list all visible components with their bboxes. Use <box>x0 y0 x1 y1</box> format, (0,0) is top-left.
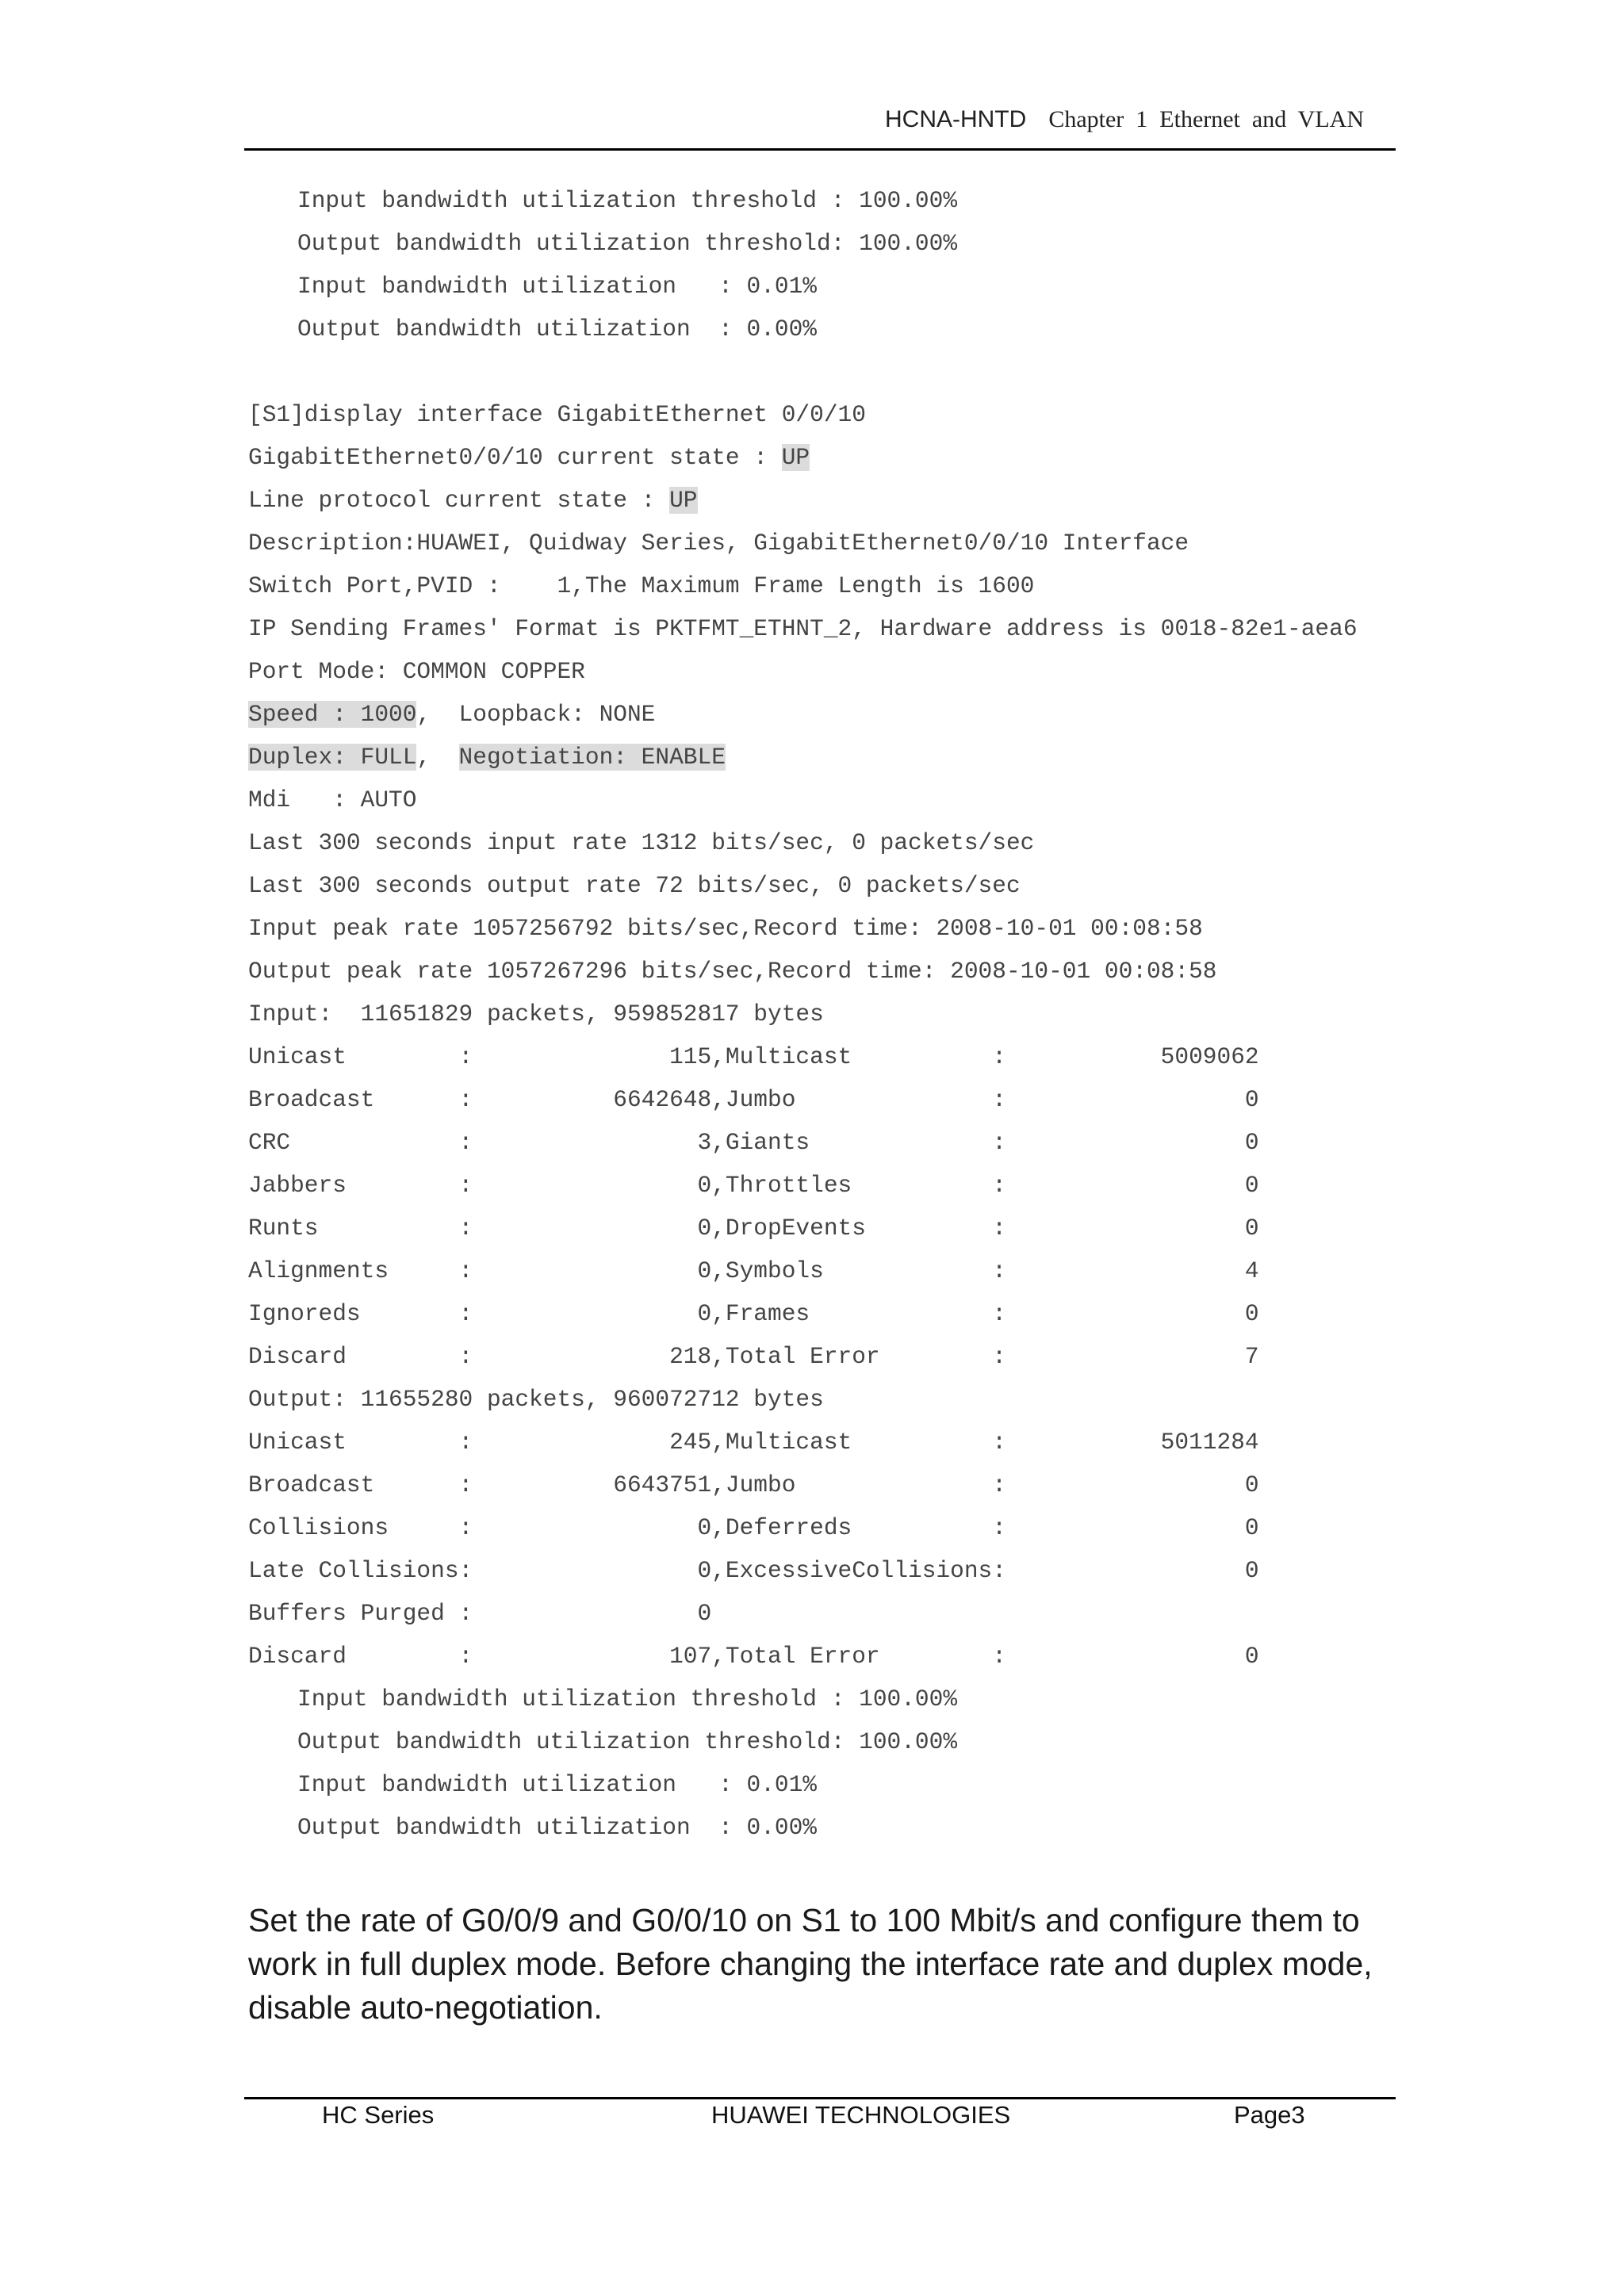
line-protocol-value: UP <box>669 487 698 514</box>
stats-line: Discard : 107,Total Error : 0 <box>248 1643 1259 1670</box>
header-rule <box>244 148 1396 151</box>
footer-series: HC Series <box>322 2101 435 2129</box>
code-line: Input bandwidth utilization threshold : 100.00% <box>297 187 958 214</box>
header-course-code: HCNA-HNTD <box>884 106 1027 132</box>
instruction-paragraph: Set the rate of G0/0/9 and G0/0/10 on S1 to 100 Mbit/s and configure them to work in full duplex mode. Before changing the interface rate and duplex mode, disable auto-negotiation. <box>248 1902 1373 2026</box>
interface-state-line <box>248 436 1422 479</box>
line-protocol-label: Line protocol current state : <box>248 487 670 514</box>
page-header <box>244 103 1396 151</box>
loopback-text: , Loopback: NONE <box>416 701 656 728</box>
stats-line: Unicast : 115,Multicast : 5009062 <box>248 1043 1259 1070</box>
stats-line: Jabbers : 0,Throttles : 0 <box>248 1172 1259 1199</box>
stats-line: Input: 11651829 packets, 959852817 bytes <box>248 1001 824 1027</box>
duplex-value: Duplex: FULL <box>248 744 417 771</box>
header-title <box>885 106 1364 133</box>
code-line: Input bandwidth utilization : 0.01% <box>297 273 818 300</box>
blank-line <box>248 350 1422 393</box>
interface-state-value: UP <box>781 444 810 471</box>
interface-state-label: GigabitEthernet0/0/10 current state : <box>248 444 782 471</box>
cli-output-block <box>248 179 1422 1849</box>
code-line: Output bandwidth utilization threshold: 100.00% <box>297 230 958 257</box>
stats-line: Collisions : 0,Deferreds : 0 <box>248 1514 1259 1541</box>
footer-page-number: Page3 <box>1234 2101 1305 2129</box>
stats-line: Runts : 0,DropEvents : 0 <box>248 1215 1259 1242</box>
duplex-line <box>248 736 1422 779</box>
description-line: Description:HUAWEI, Quidway Series, GigabitEthernet0/0/10 Interface <box>248 530 1189 557</box>
code-line: Input bandwidth utilization threshold : 100.00% <box>297 1686 958 1712</box>
stats-line: Unicast : 245,Multicast : 5011284 <box>248 1429 1259 1456</box>
code-line: Input bandwidth utilization : 0.01% <box>297 1771 818 1798</box>
stats-line: Input peak rate 1057256792 bits/sec,Record time: 2008-10-01 00:08:58 <box>248 915 1203 942</box>
stats-line: Last 300 seconds output rate 72 bits/sec, 0 packets/sec <box>248 872 1021 899</box>
ip-frames-line: IP Sending Frames' Format is PKTFMT_ETHNT_2, Hardware address is 0018-82e1-aea6 <box>248 615 1358 642</box>
speed-value: Speed : 1000 <box>248 701 417 728</box>
line-protocol-line <box>248 479 1422 522</box>
mdi-line: Mdi : AUTO <box>248 786 417 813</box>
speed-line <box>248 693 1422 736</box>
stats-line: Ignoreds : 0,Frames : 0 <box>248 1300 1259 1327</box>
code-line: Output bandwidth utilization : 0.00% <box>297 1814 818 1841</box>
header-chapter: Chapter 1 Ethernet and VLAN <box>1048 106 1364 132</box>
stats-line: Late Collisions: 0,ExcessiveCollisions: 0 <box>248 1557 1259 1584</box>
stats-line: Discard : 218,Total Error : 7 <box>248 1343 1259 1370</box>
port-mode-line: Port Mode: COMMON COPPER <box>248 658 585 685</box>
stats-line: Output peak rate 1057267296 bits/sec,Record time: 2008-10-01 00:08:58 <box>248 958 1217 985</box>
cli-command: [S1]display interface GigabitEthernet 0/0/10 <box>248 401 866 428</box>
stats-line: Broadcast : 6643751,Jumbo : 0 <box>248 1471 1259 1498</box>
negotiation-value: Negotiation: ENABLE <box>458 744 726 771</box>
switch-port-line: Switch Port,PVID : 1,The Maximum Frame Length is 1600 <box>248 572 1035 599</box>
stats-line: Alignments : 0,Symbols : 4 <box>248 1257 1259 1284</box>
duplex-separator: , <box>416 744 459 771</box>
code-line: Output bandwidth utilization threshold: 100.00% <box>297 1728 958 1755</box>
footer-company: HUAWEI TECHNOLOGIES <box>711 2101 1011 2129</box>
stats-line: Output: 11655280 packets, 960072712 bytes <box>248 1386 824 1413</box>
stats-line: Broadcast : 6642648,Jumbo : 0 <box>248 1086 1259 1113</box>
stats-line: Buffers Purged : 0 <box>248 1600 712 1627</box>
stats-line: CRC : 3,Giants : 0 <box>248 1129 1259 1156</box>
code-line: Output bandwidth utilization : 0.00% <box>297 316 818 342</box>
stats-line: Last 300 seconds input rate 1312 bits/sec, 0 packets/sec <box>248 829 1035 856</box>
footer-rule <box>244 2097 1396 2099</box>
